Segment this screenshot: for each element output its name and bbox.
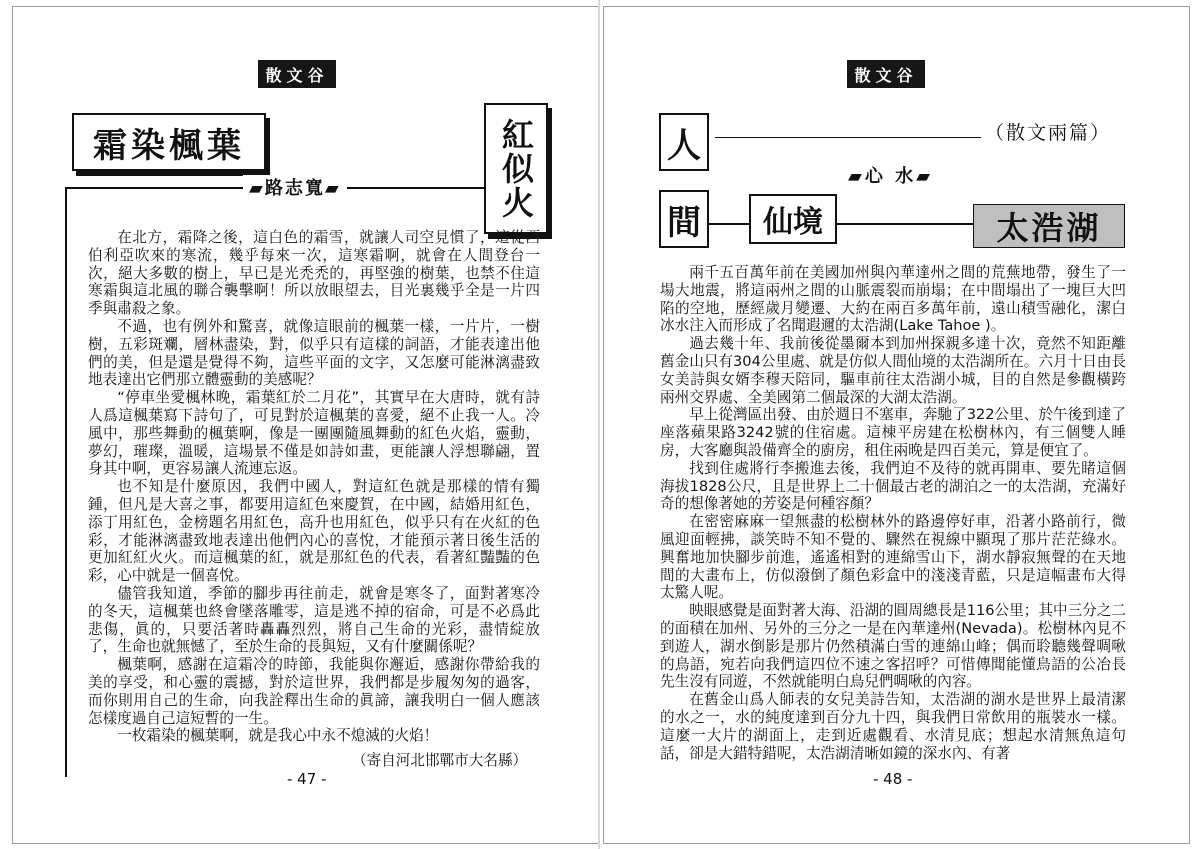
paragraph: 過去幾十年、我前後從墨爾本到加州探親多達十次，竟然不知距離舊金山只有304公里處、就是仿似人間仙境的太浩湖所在。六月十日由長女美詩與女婿李穆天陪同，驅車前往太浩湖小城，目的自然是參觀橫跨兩州交界處、全美國第二個最深的大湖太浩湖。 — [660, 335, 1126, 406]
article-body-right — [660, 264, 1126, 762]
article-body — [88, 229, 540, 745]
article-vertical-title: 紅似火 — [484, 103, 548, 234]
connector-line — [706, 223, 974, 225]
highlight-title: 太浩湖 — [973, 204, 1125, 248]
paragraph: 一枚霜染的楓葉啊，就是我心中永不熄滅的火焰！ — [117, 727, 439, 745]
paragraph: 楓葉啊，感謝在這霜冷的時節，我能與你邂逅，感謝你帶給我的美的享受，和心靈的震撼，對於這世界，我們都是步履匆匆的過客，而你則用自己的生命，向我詮釋出生命的眞諦，讓我明白一個人應該怎樣度過自己這短暫的一生。 — [88, 656, 540, 727]
page-gutter — [598, 0, 600, 849]
paragraph: “停車坐愛楓林晚，霜葉紅於二月花”，其實早在大唐時，就有詩人爲這楓葉寫下詩句了，可見對於這楓葉的喜愛，絕不止我一人。冷風中，那些舞動的楓葉啊，像是一團團隨風舞動的紅色火焰，靈動，夢幻，璀璨，溫暖，這場景不僅是如詩如畫，更能讓人浮想聯翩，置身其中啊，更容易讓人流連忘返。 — [88, 389, 540, 478]
paragraph: 在舊金山爲人師表的女兒美詩告知，太浩湖的湖水是世界上最清潔的水之一，水的純度達到百分九十四，與我們日常飲用的瓶裝水一樣。這麼一大片的湖面上，走到近處觀看、水清見底；想起水清無魚這句話，卻是大錯特錯呢，太浩湖清晰如鏡的深水內、有著 — [660, 691, 1126, 762]
title-xianjing: 仙境 — [749, 194, 837, 244]
author-byline: ▰路志寬▰ — [243, 175, 347, 199]
author-byline-right: ▰心 水▰ — [848, 166, 933, 187]
source-note: （寄自河北邯鄲市大名縣） — [352, 752, 528, 769]
section-tag-right: 散文谷 — [847, 60, 925, 88]
frame-line-vertical — [65, 187, 67, 777]
section-tag-left: 散文谷 — [258, 60, 336, 88]
paragraph: 早上從灣區出發、由於週日不塞車，奔馳了322公里、於午後到達了座落蘋果路3242號的住宿處。這棟平房建在松樹林內，有三個雙人睡房，大客廳與設備齊全的廚房，租住兩晚是四百美元，算是便宜了。 — [660, 406, 1126, 459]
subtitle: （散文兩篇） — [985, 122, 1112, 144]
paragraph: 儘管我知道，季節的腳步再往前走，就會是寒冬了，面對著寒冷的冬天，這楓葉也終會墜落雕零，這是逃不掉的宿命，可是不必爲此悲傷，眞的，只要活著時轟轟烈烈，將自己生命的光彩，盡情綻放了，生命也就無憾了，至於生命的長與短，又有什麼關係呢？ — [88, 584, 540, 656]
paragraph: 不過，也有例外和驚喜，就像這眼前的楓葉一樣，一片片，一樹樹，五彩斑斕，層林盡染，對，似乎只有這樣的詞語，才能表達出他們的美，但是還是覺得不夠，這些平面的文字，又怎麼可能淋漓盡致地表達出它們那立體靈動的美感呢？ — [88, 317, 540, 389]
paragraph: 在北方，霜降之後，這白色的霜雪，就讓人司空見慣了，這從西伯利亞吹來的寒流，幾乎每來一次，這寒霜啊，就會在人間登台一次，絕大多數的樹上，早已是光禿禿的，再堅強的樹葉，也禁不住這寒霜與這北風的聯合襲擊啊！所以放眼望去，目光裏幾乎全是一片四季與肅殺之象。 — [88, 229, 540, 318]
paragraph: 映眼感覺是面對著大海、沿湖的圓周總長是116公里；其中三分之二的面積在加州、另外的三分之一是在內華達州(Nevada)。松樹林內見不到遊人，湖水倒影是那片仍然積滿白雪的連綿山峰；偶而聆聽幾聲啁啾的鳥語，宛若向我們這四位不速之客招呼？可惜傳聞能懂鳥語的公冶長先生沒有同遊，不然就能明白鳥兒們啁啾的內容。 — [660, 602, 1126, 691]
article-title: 霜染楓葉 — [72, 113, 266, 171]
paragraph: 在密密麻麻一望無盡的松樹林外的路邊停好車，沿著小路前行，微風迎面輕拂，談笑時不知不覺的、驟然在視線中顯現了那片茫茫綠水。興奮地加快腳步前進，遙遙相對的連綿雪山下，湖水靜寂無聲的在天地間的大畫布上，仿似潑倒了顏色彩盒中的淺淺青藍，只是這幅畫布大得太驚人呢。 — [660, 513, 1126, 602]
page-number-left: - 47 - — [287, 770, 327, 788]
title-char-jian: 間 — [659, 190, 709, 248]
paragraph: 兩千五百萬年前在美國加州與內華達州之間的荒蕪地帶，發生了一場大地震，將這兩州之間的山脈震裂而崩塌；在中間塌出了一塊巨大凹陷的空地，歷經歲月變遷、大約在兩百多萬年前，遠山積雪融化，潔白冰水注入而形成了名聞遐邇的太浩湖(Lake Tahoe )。 — [660, 264, 1126, 335]
paragraph: 找到住處將行李搬進去後，我們迫不及待的就再開車、要先睹這個海拔1828公尺，且是世界上二十個最古老的湖泊之一的太浩湖，充滿好奇的想像著她的芳姿是何種容顏？ — [660, 459, 1126, 513]
page-number-right: - 48 - — [873, 770, 913, 788]
paragraph: 也不知是什麼原因，我們中國人，對這紅色就是那樣的情有獨鍾，但凡是大喜之事，都要用這紅色來慶賀，在中國，結婚用紅色，添丁用紅色，金榜題名用紅色，高升也用紅色，似乎只有在火紅的色彩，才能淋漓盡致地表達出他們內心的喜悅，才能預示著日後生活的更加紅紅火火。而這楓葉的紅，就是那紅色的代表，看著紅豔豔的色彩，心中就是一個喜悅。 — [88, 478, 540, 585]
title-char-ren: 人 — [659, 113, 709, 171]
subtitle-rule — [715, 137, 981, 138]
